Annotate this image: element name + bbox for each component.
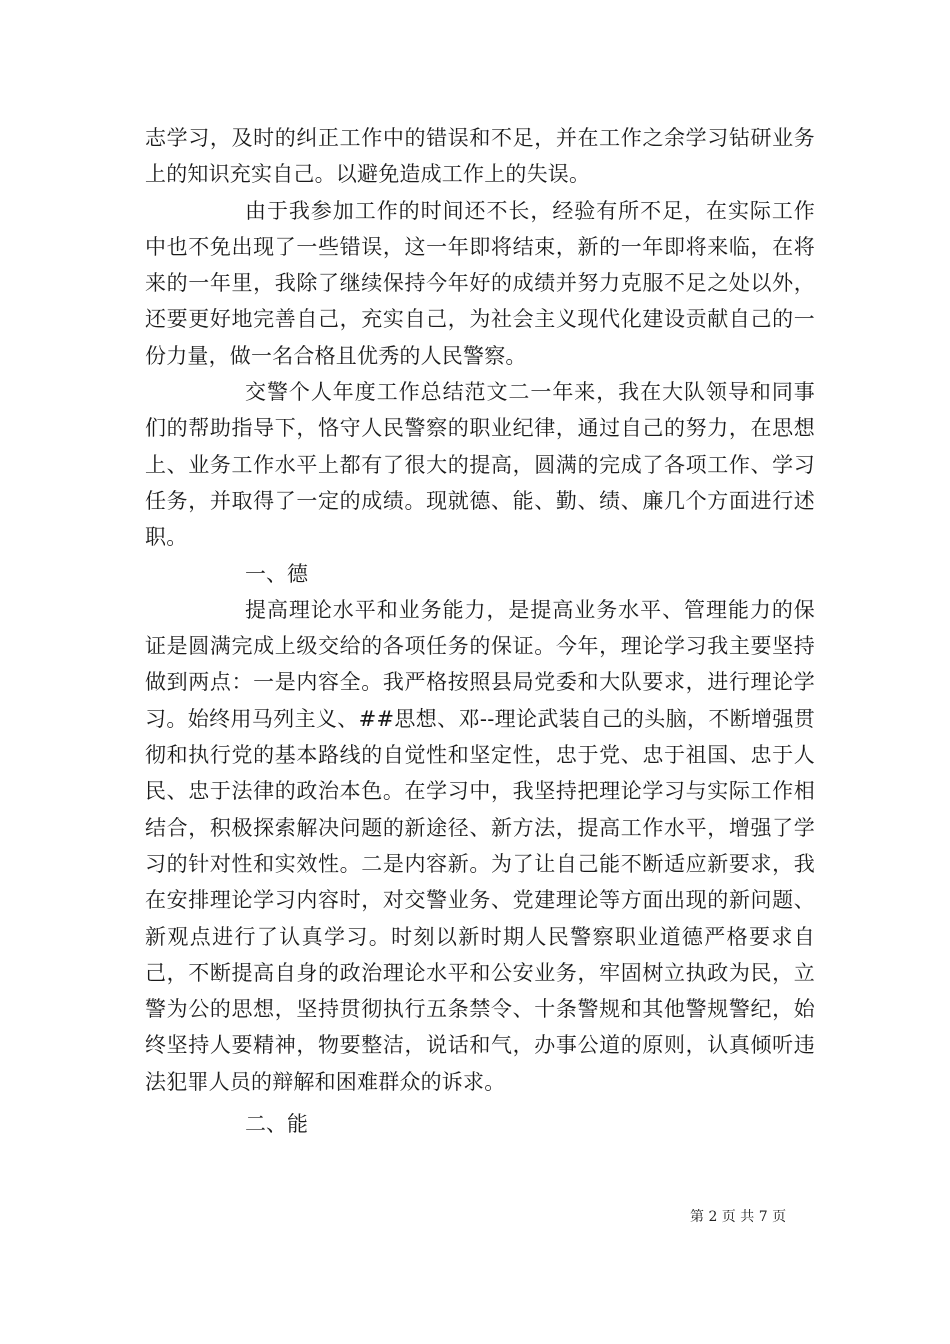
paragraph-summary-intro: 交警个人年度工作总结范文二一年来，我在大队领导和同事们的帮助指导下，恪守人民警察的职业纪律，通过自己的努力，在思想上、业务工作水平上都有了很大的提高，圆满的完成了各项工作、学习任务，并取得了一定的成绩。现就德、能、勤、绩、廉几个方面进行述职。 [145,380,815,550]
paragraph-continuation: 志学习，及时的纠正工作中的错误和不足，并在工作之余学习钻研业务上的知识充实自己。以避免造成工作上的失误。 [145,126,815,187]
document-body [145,120,815,1142]
section-heading-morality: 一、德 [245,561,308,586]
paragraph-experience: 由于我参加工作的时间还不长，经验有所不足，在实际工作中也不免出现了一些错误，这一年即将结束，新的一年即将来临，在将来的一年里，我除了继续保持今年好的成绩并努力克服不足之处以外，还要更好地完善自己，充实自己，为社会主义现代化建设贡献自己的一份力量，做一名合格且优秀的人民警察。 [145,198,815,368]
page-number-footer: 第 2 页 共 7 页 [690,1209,787,1225]
section-heading-ability: 二、能 [245,1112,308,1137]
paragraph-theory-study: 提高理论水平和业务能力，是提高业务水平、管理能力的保证是圆满完成上级交给的各项任务的保证。今年，理论学习我主要坚持做到两点：一是内容全。我严格按照县局党委和大队要求，进行理论学习。始终用马列主义、##思想、邓--理论武装自己的头脑，不断增强贯彻和执行党的基本路线的自觉性和坚定性，忠于党、忠于祖国、忠于人民、忠于法律的政治本色。在学习中，我坚持把理论学习与实际工作相结合，积极探索解决问题的新途径、新方法，提高工作水平，增强了学习的针对性和实效性。二是内容新。为了让自己能不断适应新要求，我在安排理论学习内容时，对交警业务、党建理论等方面出现的新问题、新观点进行了认真学习。时刻以新时期人民警察职业道德严格要求自己，不断提高自身的政治理论水平和公安业务，牢固树立执政为民，立警为公的思想，坚持贯彻执行五条禁令、十条警规和其他警规警纪，始终坚持人要精神，物要整洁，说话和气，办事公道的原则，认真倾听违法犯罪人员的辩解和困难群众的诉求。 [145,597,815,1094]
